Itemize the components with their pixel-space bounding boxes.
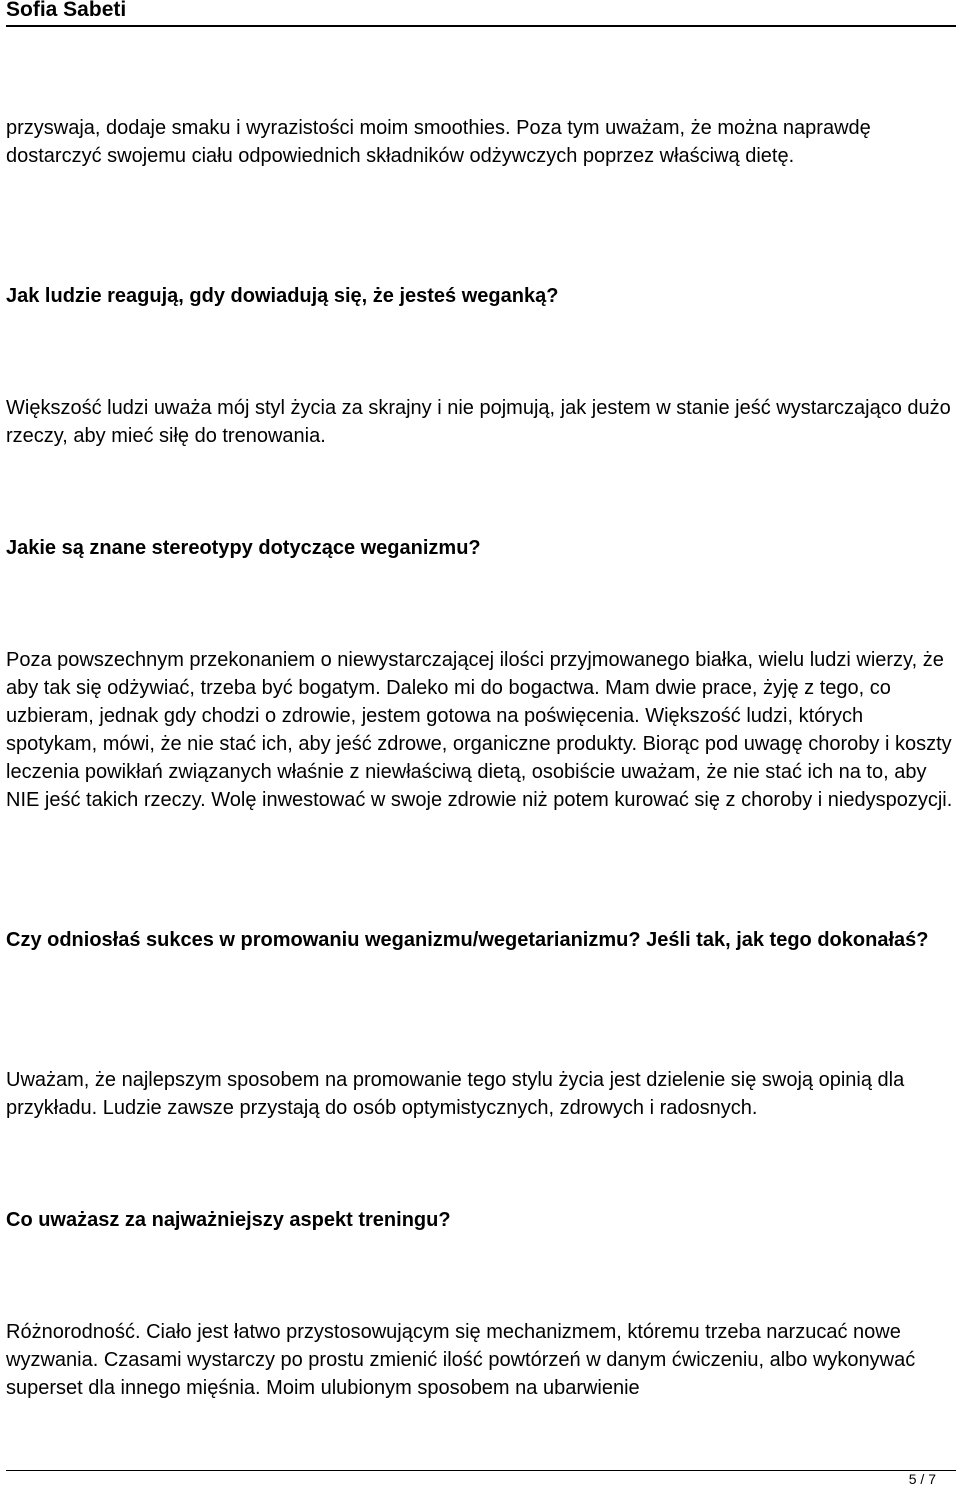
- paragraph-reactions: Większość ludzi uważa mój styl życia za skrajny i nie pojmują, jak jestem w stanie jeść wystarczająco dużo rzeczy, aby mieć siłę do trenowania.: [6, 397, 951, 447]
- paragraph-promotion: Uważam, że najlepszym sposobem na promowanie tego stylu życia jest dzielenie się swoją opinią dla przykładu. Ludzie zawsze przystają do osób optymistycznych, zdrowych i radosnych.: [6, 1069, 905, 1119]
- paragraph-stereotypes: Poza powszechnym przekonaniem o niewystarczającej ilości przyjmowanego białka, wielu ludzi wierzy, że aby tak się odżywiać, trzeba być bogatym. Daleko mi do bogactwa. Mam dwie prace, żyję z tego, co uzbieram, jednak gdy chodzi o zdrowie, jestem gotowa na poświęcenia. Większość ludzi, których spotykam, mówi, że nie stać ich, aby jeść zdrowe, organiczne produkty. Biorąc pod uwagę choroby i koszty leczenia powikłań związanych właśnie z niewłaściwą dietą, osobiście uważam, że nie stać ich na to, aby NIE jeść takich rzeczy. Wolę inwestować w swoje zdrowie niż potem kurować się z choroby i niedyspozycji.: [6, 649, 953, 811]
- paragraph-smoothies: przyswaja, dodaje smaku i wyrazistości moim smoothies. Poza tym uważam, że można naprawdę dostarczyć swojemu ciału odpowiednich składników odżywczych poprzez właściwą dietę.: [6, 117, 871, 167]
- paragraph-training: Różnorodność. Ciało jest łatwo przystosowującym się mechanizmem, któremu trzeba narzucać nowe wyzwania. Czasami wystarczy po prostu zmienić ilość powtórzeń w danym ćwiczeniu, albo wykonywać superset dla innego mięśnia. Moim ulubionym sposobem na ubarwienie: [6, 1321, 916, 1399]
- document-author-header: Sofia Sabeti: [6, 0, 127, 21]
- header-divider: [6, 25, 956, 27]
- heading-stereotypes: Jakie są znane stereotypy dotyczące weganizmu?: [6, 537, 481, 559]
- page-number: 5 / 7: [908, 1471, 936, 1487]
- heading-promotion: Czy odniosłaś sukces w promowaniu weganizmu/wegetarianizmu? Jeśli tak, jak tego dokonałaś?: [6, 929, 929, 951]
- heading-reactions: Jak ludzie reagują, gdy dowiadują się, że jesteś weganką?: [6, 285, 559, 307]
- heading-training: Co uważasz za najważniejszy aspekt treningu?: [6, 1209, 451, 1231]
- footer-divider: [6, 1470, 956, 1471]
